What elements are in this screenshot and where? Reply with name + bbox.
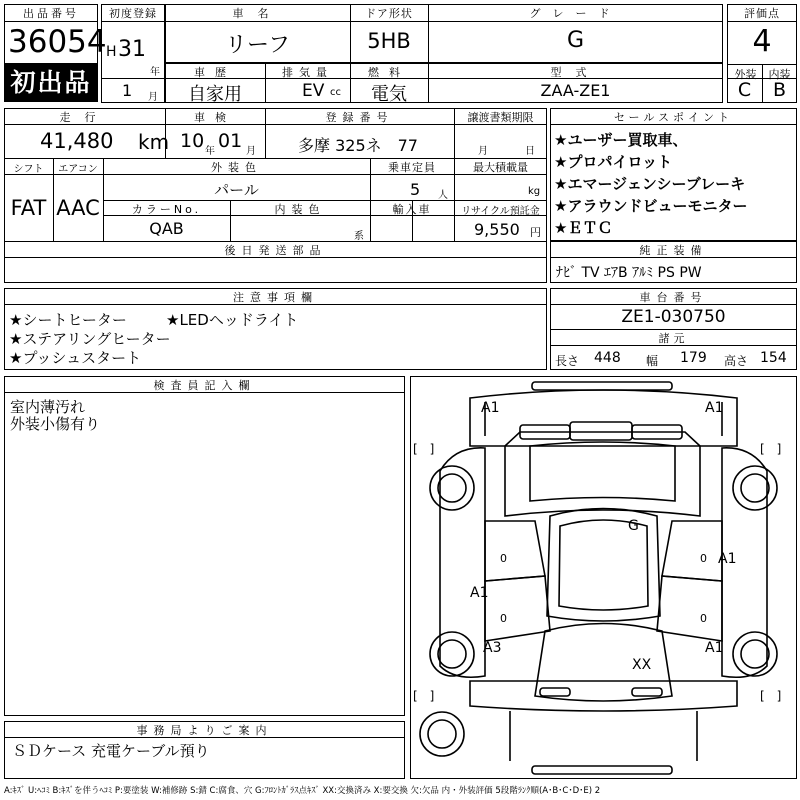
chassis-label: 車台番号 [639,291,708,304]
shift: FAT [10,196,47,220]
capacity-label: 乗車定員 [388,161,436,174]
inspection-year-unit: 年 [205,146,215,157]
color-no-label: カラーNo. [131,203,202,216]
lot-number-label: 出品番号 [23,7,79,20]
mark-right-front-door: A1 [718,551,737,567]
mark-left-rear-quarter: A3 [483,640,502,656]
mileage-label: 走行 [59,111,110,124]
mileage: 41,480 [40,129,114,153]
displacement-unit: cc [330,87,341,98]
note-1a: ★シートヒーター [9,311,127,329]
later-parts-label: 後日発送部品 [224,244,327,257]
mark-right-front-door-o: 0 [700,552,707,565]
mark-front-right: A1 [705,400,724,416]
recycle-label: リサイクル預託金 [461,206,540,217]
int-grade-label: 内装 [768,68,791,81]
score: 4 [752,24,772,59]
fuel-label: 燃料 [368,66,410,79]
first-reg-month: 1 [122,81,133,100]
first-listing-badge: 初出品 [4,64,98,102]
bracket-right-bottom: [ ] [760,689,782,703]
inspector-label: 検査員記入欄 [153,379,256,392]
interior-color-unit: 系 [354,231,364,242]
mark-windshield: G [628,518,639,534]
recycle-unit: 円 [530,226,541,239]
sales-point-2: ★プロパイロット [554,153,673,171]
max-load-label: 最大積載量 [473,161,528,174]
sales-points-label: セールスポイント [613,111,733,124]
model-label: 型式 [550,66,601,79]
inspection-label: 車検 [194,111,236,124]
legend: A:ｷｽﾞ U:ﾍｺﾐ B:ｷｽﾞを伴うﾍｺﾐ P:要塗装 W:補修跡 S:錆 C:腐食、穴 G:ﾌﾛﾝﾄｶﾞﾗｽ点ｷｽﾞ XX:交換済み X:要交換 欠:欠品 内・外装評価 5段階ﾗﾝｸ順(A･B･C･D･E) 2 [4,786,601,796]
width: 179 [680,350,707,366]
mark-right-rear-quarter: A1 [705,640,724,656]
car-name-label: 車名 [232,7,283,20]
mileage-unit: km [138,130,170,154]
max-load-unit: kg [528,186,541,197]
exterior-color-label: 外装色 [211,161,262,174]
history: 自家用 [188,84,242,105]
ac: AAC [56,196,100,220]
inspection-year: 10 [180,130,205,152]
width-label: 幅 [646,354,659,368]
notes-label: 注意事項欄 [233,291,318,304]
transfer-month-unit: 月 [478,146,488,157]
bracket-left-bottom: [ ] [413,689,435,703]
inspector-note-1: 室内薄汚れ [10,398,86,416]
capacity: 5 [410,180,421,199]
ext-grade: C [737,79,752,101]
mark-trunk: XX [632,657,652,673]
first-reg-year: 31 [118,37,146,62]
inspector-note-2: 外装小傷有り [10,415,101,433]
exterior-color: パール [214,181,259,199]
month-unit: 月 [148,92,158,103]
mark-front-left: A1 [481,400,500,416]
equipment-label: 純正装備 [639,244,708,257]
lot-number: 36054 [8,24,107,60]
bracket-right-top: [ ] [760,442,782,456]
year-unit: 年 [150,67,160,78]
shift-label: シフト [13,164,44,175]
inspection-month-unit: 月 [246,146,256,157]
bracket-left-top: [ ] [413,442,435,456]
sales-point-5: ★ＥＴＣ [554,219,613,237]
sales-point-4: ★アラウンドビューモニター [554,197,748,215]
height: 154 [760,350,787,366]
history-label: 車歴 [194,66,236,79]
transfer-deadline-label: 譲渡書類期限 [467,111,534,124]
color-no: QAB [149,219,184,238]
door-label: ドア形状 [365,7,413,20]
equipment-list: ﾅﾋﾞ TV ｴｱB ｱﾙﾐ PS PW [556,265,702,281]
spec-label: 諸元 [658,332,689,345]
reg-number-label: 登録番号 [325,111,394,124]
chassis-number: ZE1-030750 [621,307,726,327]
note-3: ★プッシュスタート [9,349,142,367]
note-2: ★ステアリングヒーター [9,330,171,348]
model-code: ZAA-ZE1 [540,81,611,100]
reg-number: 多摩 325ネ 77 [298,136,418,155]
height-label: 高さ [724,354,749,368]
sales-point-3: ★エマージェンシーブレーキ [554,175,746,193]
fuel: 電気 [371,84,407,105]
mark-left-front-door-o: 0 [500,552,507,565]
car-name: リーフ [225,33,290,58]
mark-right-rear-door-o: 0 [700,612,707,625]
int-grade: B [772,79,787,101]
interior-color-label: 内装色 [274,203,326,216]
inspection-month: 01 [218,130,243,152]
transfer-day-unit: 日 [525,146,535,157]
office-note-label: 事務局よりご案内 [136,724,273,737]
first-reg-label: 初度登録 [109,7,157,20]
car-diagram [410,376,797,779]
note-1b: ★LEDヘッドライト [166,311,299,329]
displacement-label: 排気量 [282,66,333,79]
recycle-fee: 9,550 [474,220,520,239]
door-type: 5HB [367,29,411,53]
grade: G [566,28,585,53]
mark-left-rear-door: A1 [470,585,489,601]
ext-grade-label: 外装 [734,68,757,81]
mark-left-rear-door-o: 0 [500,612,507,625]
office-note: ＳＤケース 充電ケーブル預り [12,742,210,760]
score-label: 評価点 [744,7,780,20]
ac-label: エアコン [58,164,98,175]
length: 448 [594,350,621,366]
era: H [106,44,117,60]
sales-point-1: ★ユーザー買取車、 [554,131,688,149]
import-label: 輸入車 [392,203,432,216]
length-label: 長さ [555,354,580,368]
capacity-unit: 人 [438,190,448,201]
displacement: EV [302,81,325,101]
grade-label: グレード [529,7,622,20]
